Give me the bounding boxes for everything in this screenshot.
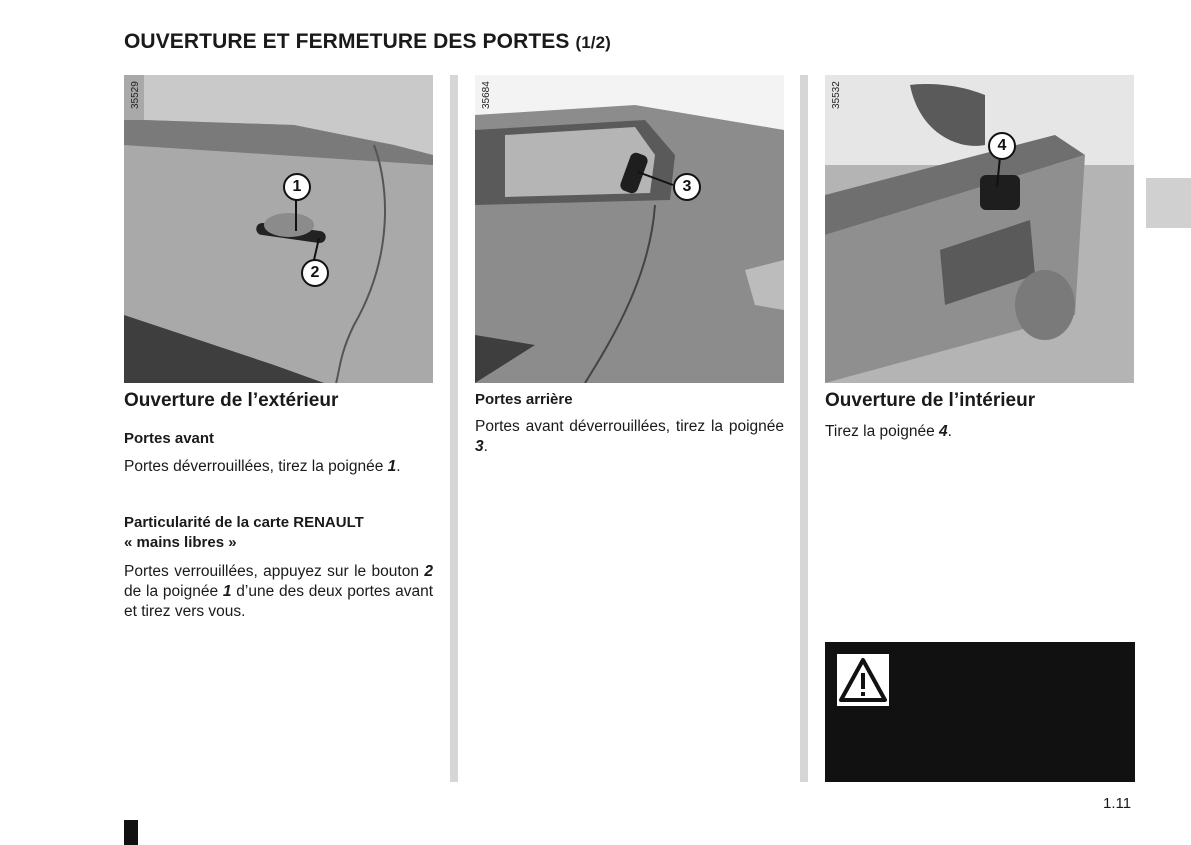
page-number: 1.11 [1103, 795, 1132, 812]
chapter-tab [1146, 178, 1191, 228]
interior-text: Tirez la poignée 4. [825, 423, 952, 440]
ref-4: 4 [939, 423, 948, 440]
ref-1: 1 [387, 458, 397, 475]
interior-door-illustration [825, 75, 1134, 383]
warning-triangle-icon [835, 652, 891, 708]
rear-door-illustration [475, 75, 784, 383]
card-text: Portes verrouillées, appuyez sur le bouton 2 de la poignée 1 d’une des deux portes avant et tirez vers vous. [124, 563, 434, 620]
column-separator [800, 75, 808, 782]
callout-2: 2 [301, 259, 329, 287]
section-heading-interior: Ouverture de l’intérieur [825, 390, 1036, 411]
section-heading-exterior: Ouverture de l’extérieur [124, 390, 339, 411]
figure-code: 35684 [481, 81, 492, 109]
callout-3: 3 [673, 173, 701, 201]
figure-code: 35529 [130, 81, 141, 109]
figure-exterior-door [124, 75, 433, 383]
front-doors-title: Portes avant [124, 430, 215, 447]
front-doors-text: Portes déverrouillées, tirez la poignée 1. [124, 458, 401, 475]
title-main: OUVERTURE ET FERMETURE DES PORTES [124, 30, 570, 53]
warning-box [825, 642, 1135, 782]
figure-code: 35532 [831, 81, 842, 109]
ref-1: 1 [222, 583, 232, 600]
rear-doors-title: Portes arrière [475, 391, 573, 408]
title-part: (1/2) [575, 33, 611, 52]
callout-4: 4 [988, 132, 1016, 160]
callout-1: 1 [283, 173, 311, 201]
figure-interior-door [825, 75, 1134, 383]
ref-2: 2 [424, 563, 433, 580]
card-title: Particularité de la carte RENAULT « mains libres » [124, 514, 364, 551]
page-title [124, 30, 611, 54]
exterior-door-illustration [124, 75, 433, 383]
column-separator [450, 75, 458, 782]
figure-rear-door [475, 75, 784, 383]
rear-doors-text: Portes avant déverrouillées, tirez la poignée 3. [475, 418, 784, 455]
ref-3: 3 [475, 438, 484, 455]
corner-mark [124, 820, 138, 845]
